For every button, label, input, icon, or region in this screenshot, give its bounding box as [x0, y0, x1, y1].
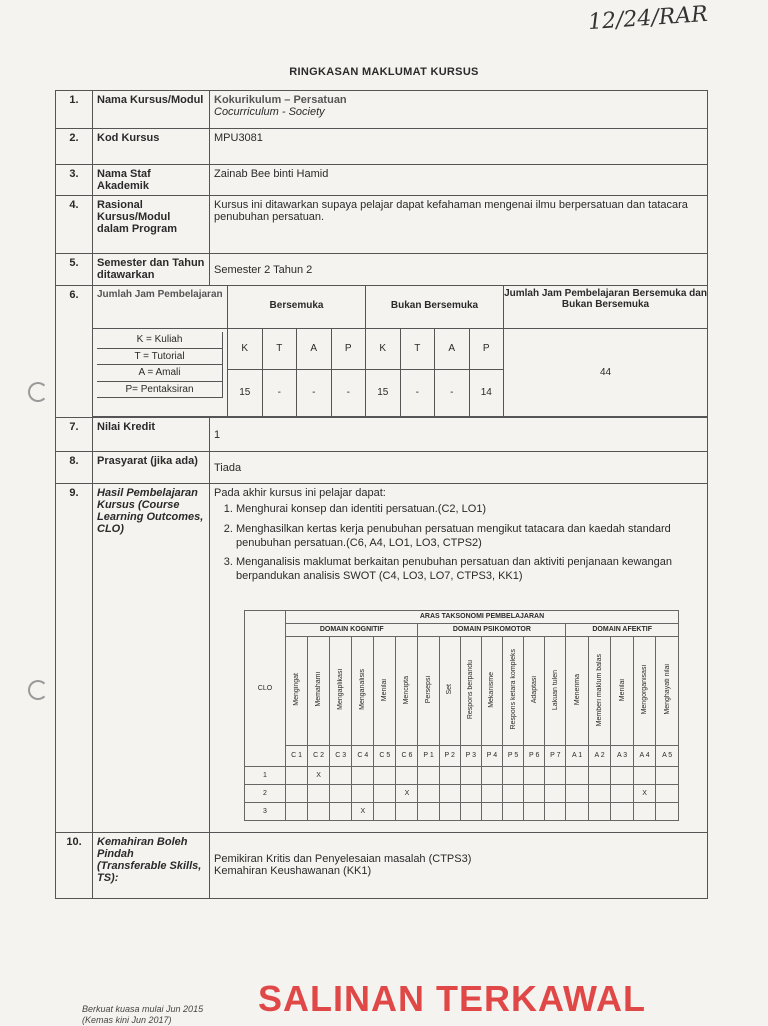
row-transferable-skills: [56, 832, 708, 898]
taxonomy-cell: [330, 766, 352, 784]
taxonomy-cell: [588, 766, 610, 784]
taxonomy-cell: [418, 784, 439, 802]
handwritten-reference: 12/24/RAR: [587, 1, 709, 36]
taxonomy-level-label: Persepsi: [425, 676, 433, 704]
taxonomy-cell: [656, 766, 679, 784]
hour-value: -: [435, 370, 470, 417]
hour-value: 14: [470, 370, 505, 417]
taxonomy-cell: [566, 802, 588, 820]
taxonomy-level-label: Mencipta: [403, 675, 411, 704]
taxonomy-level-label: Set: [446, 684, 454, 695]
row-label: Hasil Pembelajaran Kursus (Course Learning Outcomes, CLO): [93, 484, 210, 833]
row-value: Semester 2 Tahun 2: [210, 254, 708, 286]
clo-number: 2: [245, 784, 286, 802]
row-number: 4.: [56, 196, 93, 254]
row-course-code: [56, 129, 708, 165]
taxonomy-level: [439, 636, 460, 745]
taxonomy-code: A 4: [633, 745, 655, 766]
taxonomy-cell: [545, 802, 566, 820]
legend-item: K = Kuliah: [97, 332, 223, 349]
taxonomy-code: C 1: [286, 745, 308, 766]
taxonomy-clo-row: [245, 802, 679, 820]
taxonomy-level-label: Mengorganisasi: [641, 665, 649, 715]
footer-line: Berkuat kuasa mulai Jun 2015: [82, 1004, 204, 1014]
taxonomy-level: [286, 636, 308, 745]
taxonomy-cell: [374, 766, 396, 784]
row-label: Nama Staf Akademik: [93, 165, 210, 196]
taxonomy-cell: [545, 784, 566, 802]
taxonomy-mark: X: [396, 784, 418, 802]
skill-item: Kemahiran Keushawanan (KK1): [214, 865, 372, 878]
clo-header: CLO: [245, 610, 286, 766]
taxonomy-cell: [460, 784, 481, 802]
row-label: Prasyarat (jika ada): [93, 452, 210, 484]
row-value: 1: [210, 418, 708, 452]
taxonomy-code: P 2: [439, 745, 460, 766]
taxonomy-level: [396, 636, 418, 745]
taxonomy-level: [352, 636, 374, 745]
row-learning-hours: [56, 286, 708, 418]
row-academic-staff: [56, 165, 708, 196]
taxonomy-cell: [545, 766, 566, 784]
hour-type-letter: K: [366, 329, 401, 370]
row-value: Zainab Bee binti Hamid: [210, 165, 708, 196]
taxonomy-clo-row: [245, 784, 679, 802]
taxonomy-level: [566, 636, 588, 745]
row-label: Semester dan Tahun ditawarkan: [93, 254, 210, 286]
hour-type-letter: T: [263, 329, 298, 370]
taxonomy-code: P 6: [524, 745, 545, 766]
taxonomy-cell: [439, 766, 460, 784]
punch-hole: [28, 680, 48, 700]
taxonomy-code: P 5: [502, 745, 523, 766]
document-title: RINGKASAN MAKLUMAT KURSUS: [289, 66, 479, 78]
hour-type-letter: K: [228, 329, 263, 370]
taxonomy-level-label: Lakuan tulen: [551, 669, 559, 710]
row-number: 7.: [56, 418, 93, 452]
taxonomy-level: [418, 636, 439, 745]
taxonomy-code: A 5: [656, 745, 679, 766]
hour-type-letter: A: [297, 329, 332, 370]
row-credit-value: [56, 418, 708, 452]
row-label: Nilai Kredit: [93, 418, 210, 452]
taxonomy-mark: X: [352, 802, 374, 820]
taxonomy-level-label: Respons ketara kompleks: [509, 649, 517, 731]
taxonomy-level-label: Mengaplikasi: [337, 669, 345, 711]
row-value: Tiada: [210, 452, 708, 484]
taxonomy-cell: [481, 784, 502, 802]
row-label: Jumlah Jam Pembelajaran: [93, 286, 228, 329]
taxonomy-code: P 1: [418, 745, 439, 766]
legend-item: P= Pentaksiran: [97, 382, 223, 399]
taxonomy-level-label: Memahami: [315, 672, 323, 708]
taxonomy-cell: [352, 766, 374, 784]
course-name-malay: Kokurikulum – Persatuan: [214, 94, 347, 106]
taxonomy-cell: [502, 784, 523, 802]
taxonomy-cell: [566, 784, 588, 802]
taxonomy-cell: [502, 766, 523, 784]
taxonomy-cell: [524, 766, 545, 784]
footer-note: [82, 1004, 203, 1026]
taxonomy-code: C 5: [374, 745, 396, 766]
row-number: 6.: [56, 286, 93, 418]
total-hours-value: 44: [504, 329, 707, 417]
taxonomy-cell: [439, 784, 460, 802]
taxonomy-mark: X: [633, 784, 655, 802]
course-name-english: Cocurriculum - Society: [214, 106, 325, 118]
taxonomy-cell: [656, 784, 679, 802]
hour-value: -: [401, 370, 436, 417]
taxonomy-level: [308, 636, 330, 745]
row-value: [210, 91, 708, 129]
taxonomy-cell: [439, 802, 460, 820]
taxonomy-level-label: Mengingat: [293, 673, 301, 707]
taxonomy-level: [633, 636, 655, 745]
row-label: Kemahiran Boleh Pindah (Transferable Skills, TS):: [93, 832, 210, 898]
taxonomy-level: [656, 636, 679, 745]
taxonomy-cell: [352, 784, 374, 802]
taxonomy-cell: [374, 784, 396, 802]
row-rationale: [56, 196, 708, 254]
taxonomy-level: [330, 636, 352, 745]
taxonomy-cell: [396, 802, 418, 820]
taxonomy-code: A 2: [588, 745, 610, 766]
taxonomy-level-label: Menganalisis: [359, 669, 367, 711]
taxonomy-cell: [481, 802, 502, 820]
taxonomy-cell: [418, 802, 439, 820]
taxonomy-level: [588, 636, 610, 745]
row-number: 5.: [56, 254, 93, 286]
taxonomy-cell: [611, 802, 633, 820]
taxonomy-cell: [524, 802, 545, 820]
taxonomy-level-label: Menghayati nilai: [663, 664, 671, 716]
row-value: Kursus ini ditawarkan supaya pelajar dapat kefahaman mengenai ilmu berpersatuan dan tatacara penubuhan persatuan.: [210, 196, 708, 254]
taxonomy-code: C 4: [352, 745, 374, 766]
taxonomy-code: A 1: [566, 745, 588, 766]
hour-type-letter: T: [401, 329, 436, 370]
taxonomy-cell: [286, 766, 308, 784]
outcome-item: 3. Menganalisis maklumat berkaitan penubuhan persatuan dan aktiviti penjanaan kewangan berpandukan analisis SWOT (C4, LO3, LO7, CTPS3, KK1): [236, 556, 703, 584]
hour-value: -: [263, 370, 298, 417]
taxonomy-cell: [633, 802, 655, 820]
taxonomy-level: [611, 636, 633, 745]
taxonomy-level: [481, 636, 502, 745]
taxonomy-cell: [611, 766, 633, 784]
taxonomy-level: [374, 636, 396, 745]
legend-item: T = Tutorial: [97, 349, 223, 366]
row-label: Kod Kursus: [93, 129, 210, 165]
row-learning-outcomes: [56, 484, 708, 833]
taxonomy-cell: [566, 766, 588, 784]
taxonomy-code: P 7: [545, 745, 566, 766]
skill-item: Pemikiran Kritis dan Penyelesaian masalah (CTPS3): [214, 853, 472, 866]
clo-number: 3: [245, 802, 286, 820]
row-course-name: [56, 91, 708, 129]
taxonomy-level-label: Menilai: [618, 678, 626, 701]
outcome-item: 1. Menghurai konsep dan identiti persatuan.(C2, LO1): [236, 503, 703, 517]
clo-number: 1: [245, 766, 286, 784]
taxonomy-cell: [308, 784, 330, 802]
footer-line: (Kemas kini Jun 2017): [82, 1014, 172, 1025]
row-value: [210, 832, 708, 898]
taxonomy-cell: [588, 784, 610, 802]
domain-psychomotor: DOMAIN PSIKOMOTOR: [418, 623, 566, 636]
taxonomy-cell: [611, 784, 633, 802]
taxonomy-code: P 3: [460, 745, 481, 766]
header-bersemuka: Bersemuka: [228, 286, 366, 329]
learning-hours-grid: [93, 286, 708, 418]
hour-value: -: [297, 370, 332, 417]
row-number: 10.: [56, 832, 93, 898]
row-number: 1.: [56, 91, 93, 129]
taxonomy-level: [460, 636, 481, 745]
taxonomy-level-label: Mekanisme: [488, 671, 496, 708]
row-number: 3.: [56, 165, 93, 196]
punch-hole: [28, 382, 48, 402]
taxonomy-clo-row: [245, 766, 679, 784]
taxonomy-cell: [633, 766, 655, 784]
course-info-table: [55, 90, 708, 899]
taxonomy-level: [502, 636, 523, 745]
taxonomy-cell: [396, 766, 418, 784]
taxonomy-cell: [286, 784, 308, 802]
hour-value: 15: [228, 370, 263, 417]
taxonomy-level-label: Adaptasi: [530, 676, 538, 704]
taxonomy-cell: [330, 784, 352, 802]
taxonomy-cell: [286, 802, 308, 820]
row-label: Rasional Kursus/Modul dalam Program: [93, 196, 210, 254]
hour-value: 15: [366, 370, 401, 417]
taxonomy-code: P 4: [481, 745, 502, 766]
header-bukan-bersemuka: Bukan Bersemuka: [366, 286, 504, 329]
hour-value: -: [332, 370, 367, 417]
taxonomy-level: [524, 636, 545, 745]
hour-type-letter: P: [470, 329, 505, 370]
taxonomy-mark: X: [308, 766, 330, 784]
domain-affective: DOMAIN AFEKTIF: [566, 623, 679, 636]
taxonomy-level-label: Menerima: [573, 674, 581, 706]
row-value: [210, 484, 708, 833]
row-value: MPU3081: [210, 129, 708, 165]
domain-cognitive: DOMAIN KOGNITIF: [286, 623, 418, 636]
taxonomy-cell: [460, 766, 481, 784]
taxonomy-cell: [330, 802, 352, 820]
taxonomy-code: C 2: [308, 745, 330, 766]
taxonomy-code: C 6: [396, 745, 418, 766]
taxonomy-cell: [656, 802, 679, 820]
row-number: 9.: [56, 484, 93, 833]
taxonomy-cell: [502, 802, 523, 820]
hours-legend: [93, 329, 228, 417]
outcomes-intro: Pada akhir kursus ini pelajar dapat:: [214, 487, 386, 499]
taxonomy-cell: [524, 784, 545, 802]
taxonomy-cell: [418, 766, 439, 784]
taxonomy-title: ARAS TAKSONOMI PEMBELAJARAN: [286, 610, 679, 623]
taxonomy-cell: [481, 766, 502, 784]
taxonomy-level-label: Memberi maklum balas: [596, 653, 604, 726]
taxonomy-cell: [588, 802, 610, 820]
controlled-copy-stamp: SALINAN TERKAWAL: [258, 978, 646, 1019]
outcomes-list: [214, 503, 703, 584]
hour-type-letter: A: [435, 329, 470, 370]
row-number: 8.: [56, 452, 93, 484]
taxonomy-code: A 3: [611, 745, 633, 766]
row-label: Nama Kursus/Modul: [93, 91, 210, 129]
taxonomy-level: [545, 636, 566, 745]
legend-item: A = Amali: [97, 365, 223, 382]
row-prerequisite: [56, 452, 708, 484]
taxonomy-level-label: Menilai: [381, 678, 389, 701]
taxonomy-level-label: Respons berpandu: [467, 660, 475, 720]
taxonomy-cell: [308, 802, 330, 820]
hour-type-letter: P: [332, 329, 367, 370]
taxonomy-code: C 3: [330, 745, 352, 766]
row-semester: [56, 254, 708, 286]
taxonomy-table: [244, 610, 679, 821]
header-total-hours: Jumlah Jam Pembelajaran Bersemuka dan Bukan Bersemuka: [504, 286, 707, 329]
row-number: 2.: [56, 129, 93, 165]
outcome-item: 2. Menghasilkan kertas kerja penubuhan persatuan mengikut tatacara dan kaedah standard penubuhan persatuan.(C6, A4, LO1, LO3, CTPS2): [236, 523, 703, 551]
taxonomy-cell: [460, 802, 481, 820]
taxonomy-cell: [374, 802, 396, 820]
